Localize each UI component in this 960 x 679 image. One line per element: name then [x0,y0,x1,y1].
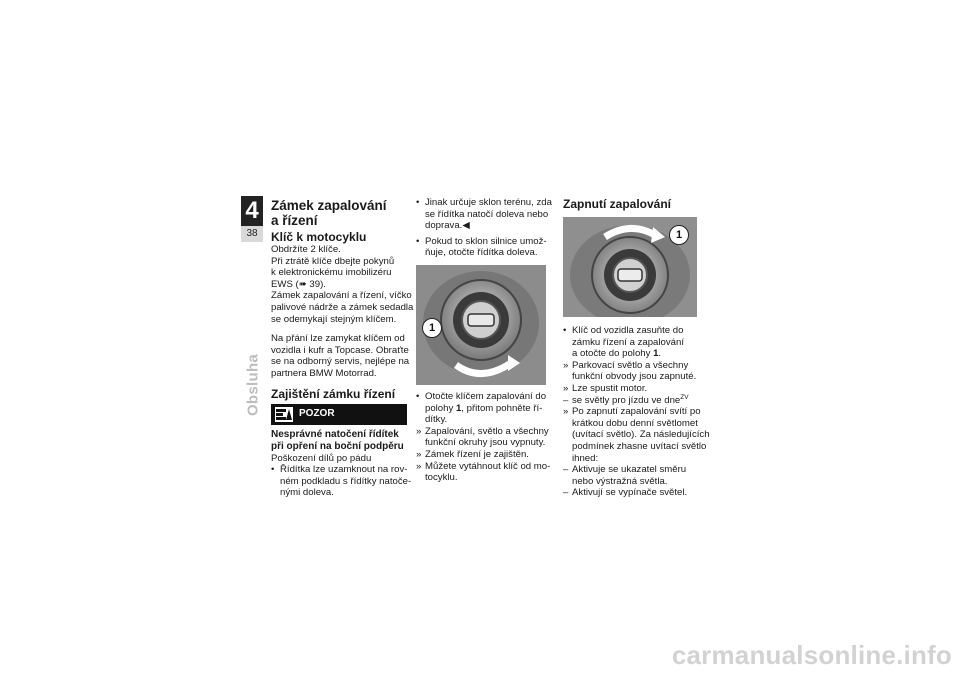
page-number: 38 [241,226,263,242]
column-1 [271,198,414,499]
warning-text: Poškození dílů po pádu [271,452,372,464]
subsection-title: Zapnutí zapalování [563,197,672,211]
ignition-on-photo [563,217,697,317]
list-item: » Zapalování, světlo a všechny funkční okruhy jsou vypnuty. [416,425,549,449]
list-item: » Po zapnutí zapalování svítí po krátkou dobu denní světlomet (uvítací světlo). Za následujících podmínek zhasne uvítací světlo ihned: [563,406,710,464]
list-item: » Můžete vytáhnout klíč od mo- tocyklu. [416,460,551,484]
list-item: • Klíč od vozidla zasuňte do zámku řízení a zapalování a otočte do polohy 1. [563,325,684,360]
column-2 [416,197,556,484]
list-item: – Aktivuje se ukazatel směru nebo výstražná světla. [563,464,687,487]
subsection-title: Klíč k motocyklu [271,230,367,244]
warning-banner [271,404,407,425]
chapter-number: 4 [241,196,263,226]
ignition-lock-photo [416,265,546,385]
list-item: » Parkovací světlo a všechny funkční obvody jsou zapnuté. [563,359,697,383]
list-item: • Jinak určuje sklon terénu, zda se řídítka natočí doleva nebo doprava.◀ [416,197,552,232]
column-3 [563,197,710,499]
warning-title: Nesprávné natočení řídítek při opření na boční podpěru [271,428,404,452]
warning-icon [275,407,293,422]
section-title: Zámek zapalování a řízení [271,198,387,228]
paragraph: Na přání lze zamykat klíčem od vozidla i kufr a Topcase. Obraťte se na odborný servis, nejlépe na partnera BMW Motorrad. [271,333,410,379]
list-item: – se světly pro jízdu ve dne$^{ZV}$ [563,393,689,406]
list-item: • Otočte klíčem zapalování do polohy 1, přitom pohněte ří- dítky. [416,390,547,426]
paragraph: Obdržíte 2 klíče. Při ztrátě klíče dbejte pokynů k elektronickému imobilizéru EWS (➠ 39). Zámek zapalování a řízení, víčko palivové nádrže a zámek sedadla se odemykají stejným klíčem. [271,244,414,325]
list-item: » Zámek řízení je zajištěn. [416,448,529,460]
callout-marker: 1 [422,318,442,338]
list-item: • Řídítka lze uzamknout na rov- ném podkladu s řídítky natoče- nými doleva. [271,464,412,499]
section-label: Obsluha [244,353,262,417]
callout-marker: 1 [669,225,689,245]
list-item: – Aktivují se vypínače světel. [563,487,688,499]
list-item: • Pokud to sklon silnice umož- ňuje, otočte řídítka doleva. [416,235,547,259]
warning-label: POZOR [299,407,335,419]
list-item: » Lze spustit motor. [563,382,648,394]
watermark: carmanualsonline.info [671,640,952,670]
subsection-title: Zajištění zámku řízení [271,386,396,401]
